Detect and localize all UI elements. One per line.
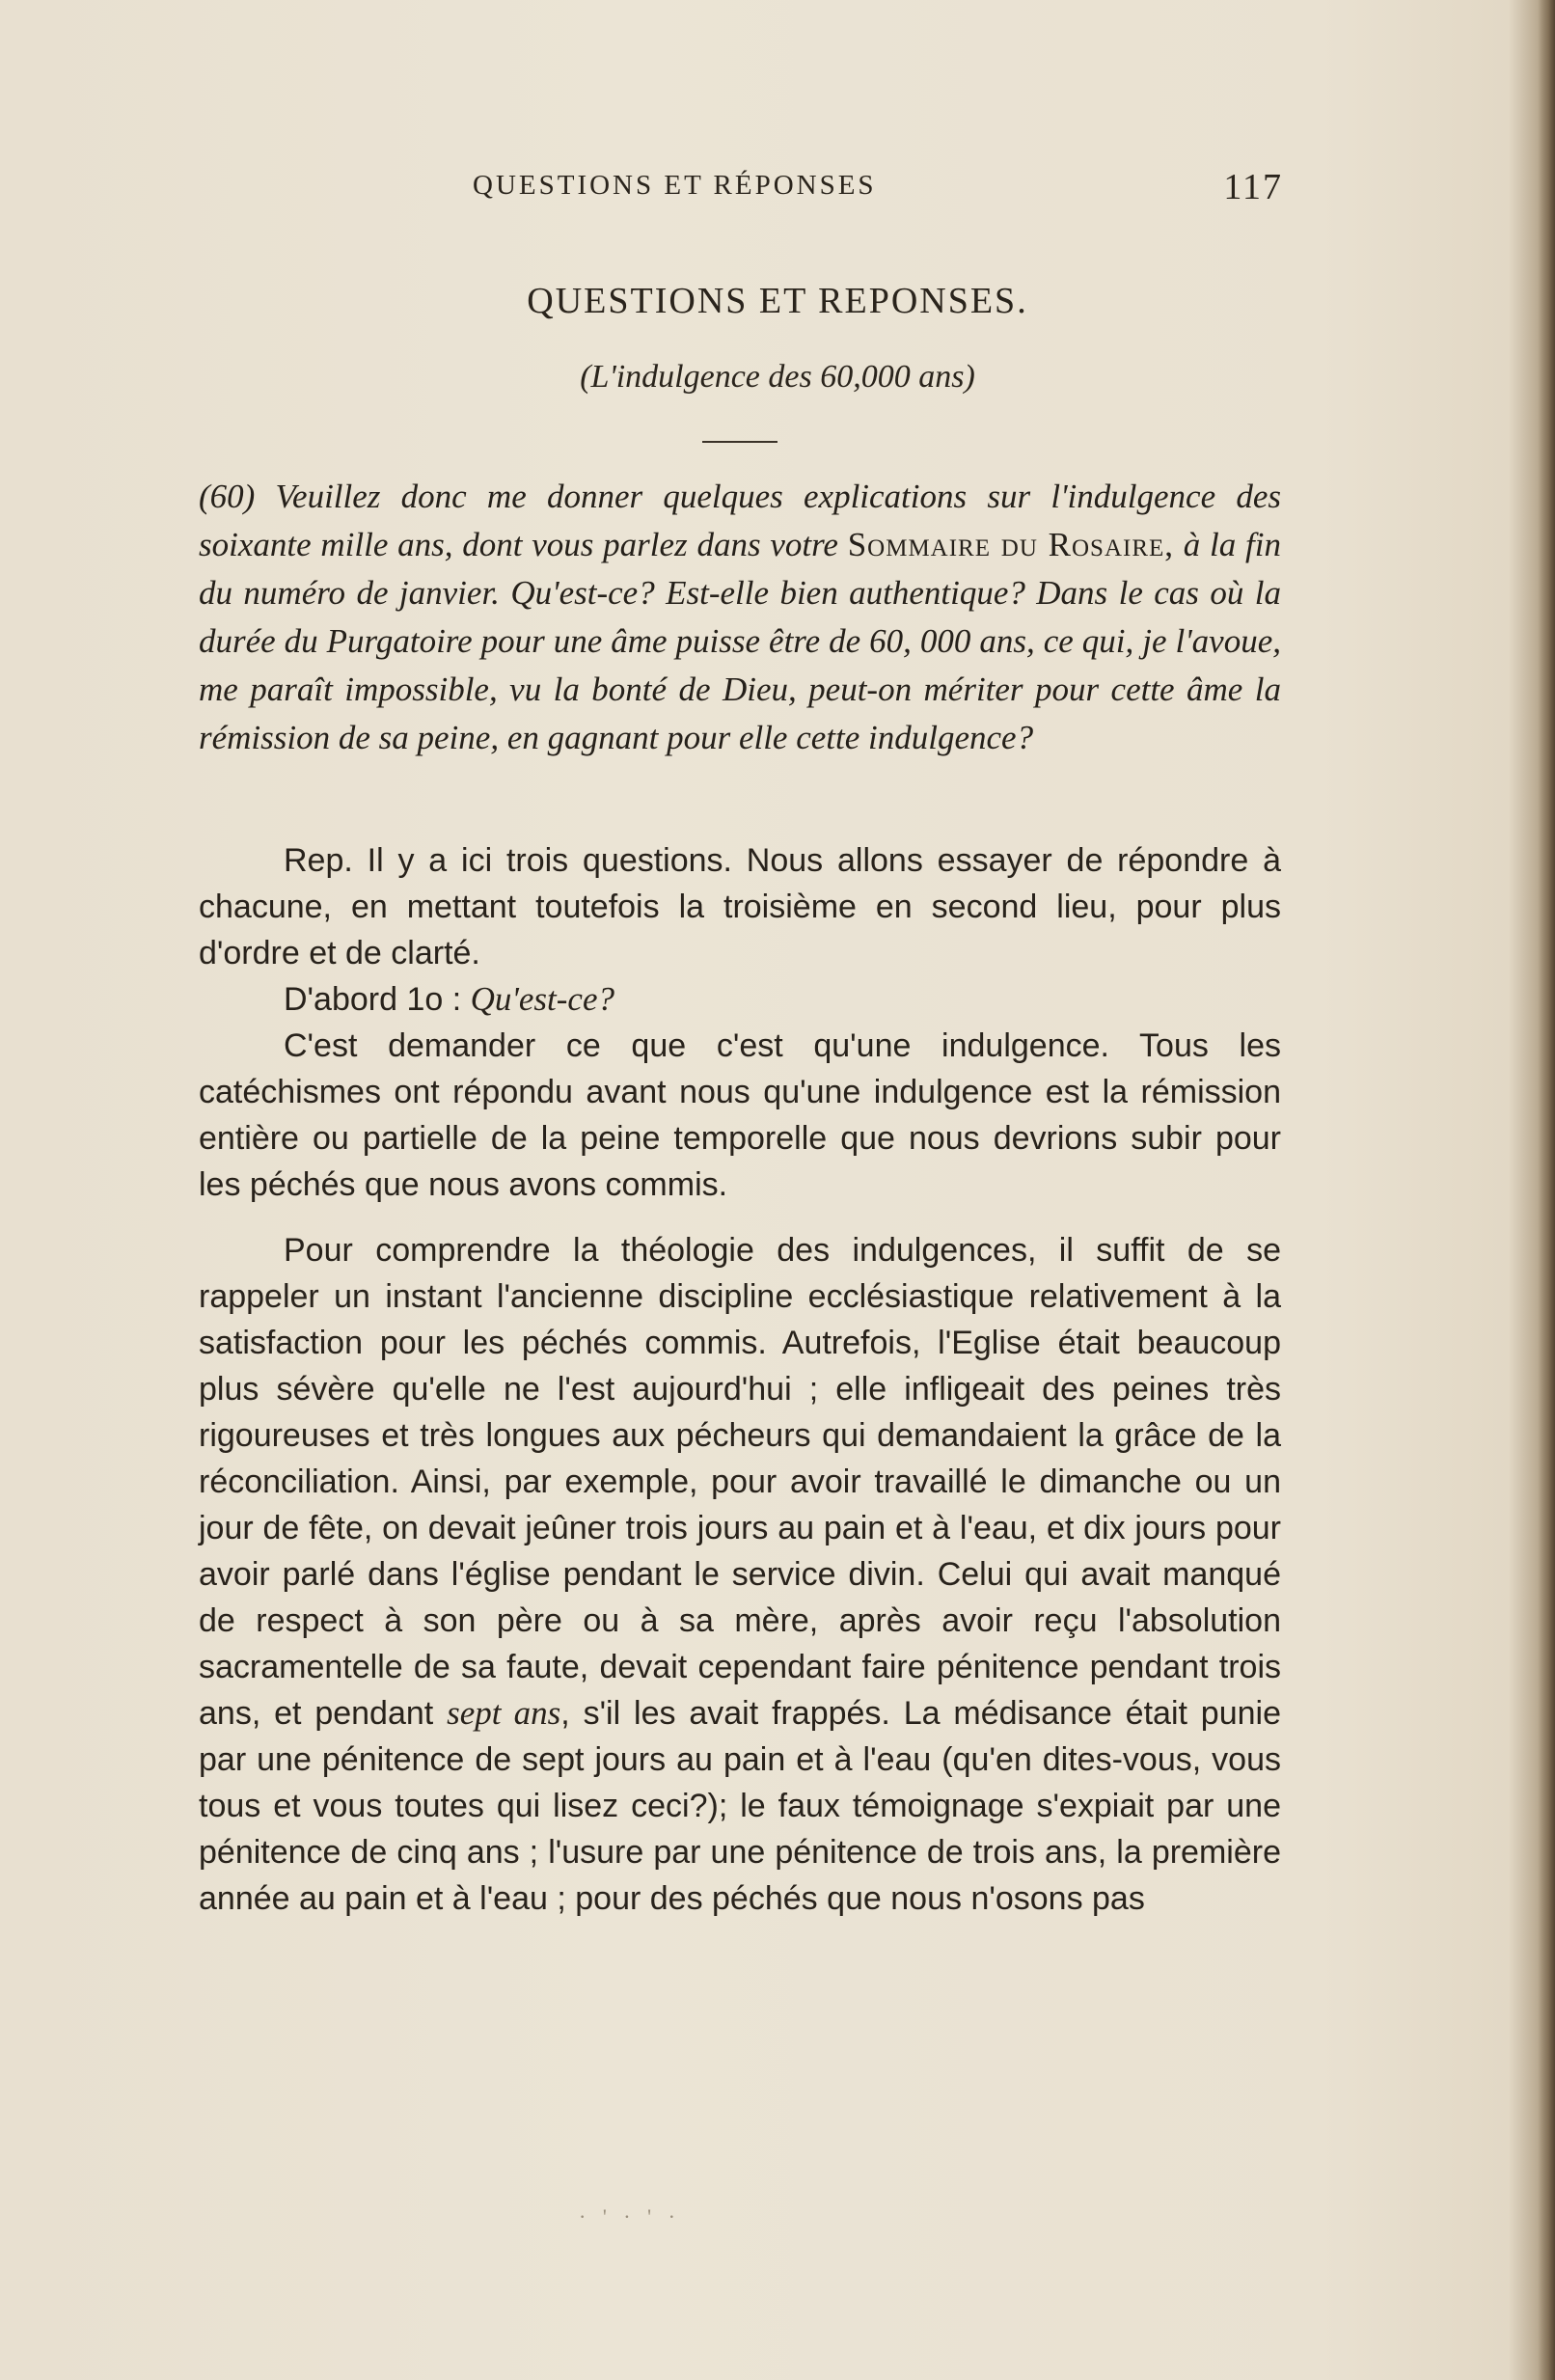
question-text-1: (60) Veuillez donc me donner quelques explications sur l'indulgence des soixante mille ans, dont vous parlez dans votre: [199, 478, 1281, 563]
answer-paragraph-2: [199, 976, 1281, 1023]
answer-paragraph-4: [199, 1227, 1281, 1922]
article-title: QUESTIONS ET REPONSES.: [527, 281, 1028, 321]
answer-paragraph-1: Rep. Il y a ici trois questions. Nous allons essayer de répondre à chacune, en mettant toutefois la troisième en second lieu, pour plus d'ordre et de clarté.: [199, 842, 1281, 971]
question-paragraph: [199, 473, 1281, 762]
page-header: [473, 167, 1283, 218]
answer-p4-text-1: Pour comprendre la théologie des indulgences, il suffit de se rappeler un instant l'ancienne discipline ecclésiastique relativement à la satisfaction pour les péchés commis. Autrefois, l'Eglise était beaucoup plus sévère qu'elle ne l'est aujourd'hui ; elle infligeait des peines très rigoureuses et très longues aux pécheurs qui demandaient la grâce de la réconciliation. Ainsi, par exemple, pour avoir travaillé le dimanche ou un jour de fête, on devait jeûner trois jours au pain et à l'eau, et dix jours pour avoir parlé dans l'église pendant le service divin. Celui qui avait manqué de respect à son père ou à sa mère, après avoir reçu l'absolution sacramentelle de sa faute, devait cependant faire pénitence pendant trois ans, et pendant: [199, 1232, 1281, 1732]
question-text-2: à la fin du numéro de janvier. Qu'est-ce? Est-elle bien authentique? Dans le cas où la durée du Purgatoire pour une âme puisse être de 60, 000 ans, ce qui, je l'avoue, me paraît impossible, vu la bonté de Dieu, peut-on mériter pour cette âme la rémission de sa peine, en gagnant pour elle cette indulgence?: [199, 526, 1281, 756]
answer-paragraph-3: C'est demander ce que c'est qu'une indulgence. Tous les catéchismes ont répondu avant nous qu'une indulgence est la rémission entière ou partielle de la peine temporelle que nous devrions subir pour les péchés que nous avons commis.: [199, 1027, 1281, 1203]
article-subtitle: (L'indulgence des 60,000 ans): [580, 359, 975, 395]
paper-specks: · ' · ' ·: [579, 2204, 681, 2229]
running-head: QUESTIONS ET RÉPONSES: [473, 170, 877, 201]
answer-body: [199, 837, 1281, 1922]
answer-p2-italic: Qu'est-ce?: [470, 980, 614, 1018]
answer-p4-text-2: , s'il les avait frappés. La médisance était punie par une pénitence de sept jours au pain et à l'eau (qu'en dites-vous, vous tous et vous toutes qui lisez ceci?); le faux témoignage s'expiait par une pénitence de cinq ans ; l'usure par une pénitence de trois ans, la première année au pain et à l'eau ; pour des péchés que nous n'osons pas: [199, 1695, 1281, 1917]
answer-p4-italic: sept ans: [447, 1694, 561, 1732]
answer-p2-prefix: D'abord 1o :: [284, 981, 471, 1018]
page-number: 117: [1223, 167, 1283, 207]
divider-rule: [702, 441, 778, 443]
page-edge: [1538, 0, 1555, 2380]
question-small-caps: Sommaire du Rosaire,: [847, 526, 1175, 563]
